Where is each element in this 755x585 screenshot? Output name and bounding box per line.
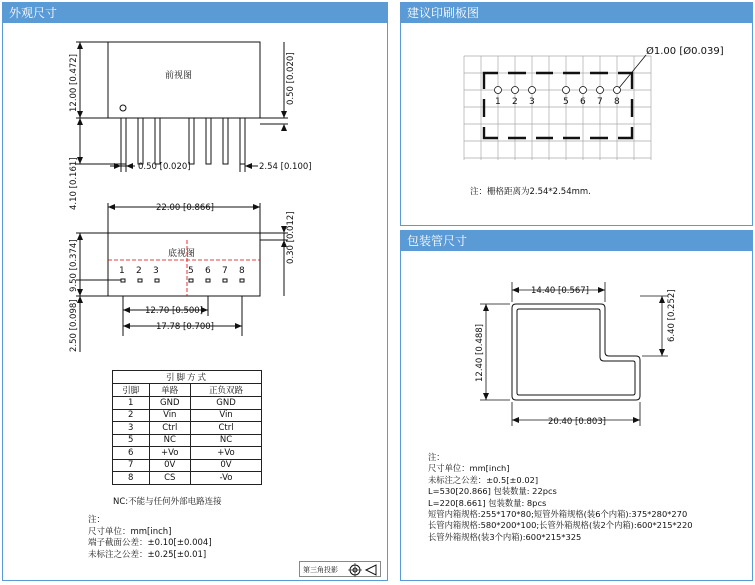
bottom-pin-7: 7 — [222, 266, 228, 276]
pin-cell: -Vo — [191, 472, 262, 485]
note-line: 未标注之公差：±0.5[±0.02] — [428, 474, 539, 485]
tube-bottom-width-dim: 20.40 [0.803] — [548, 417, 607, 427]
pin-table-caption: 引脚方式 — [113, 371, 262, 384]
pin-cell: 0V — [191, 459, 262, 472]
pin-cell: NC — [149, 434, 191, 447]
tube-top-width-dim: 14.40 [0.567] — [531, 286, 590, 296]
note-line: L=530[20.866] 包装数量: 22pcs — [428, 486, 557, 497]
pin-cell: Ctrl — [149, 422, 191, 435]
bottom-pin-1: 1 — [119, 266, 125, 276]
pcb-grid — [464, 56, 651, 160]
pin-cell: 5 — [113, 434, 150, 447]
pin-table-footnote: NC:不能与任何外部电路连接 — [113, 497, 222, 507]
note-line: 端子截面公差：±0.10[±0.004] — [88, 538, 212, 548]
tube-profile — [512, 304, 640, 400]
pin-cell: GND — [149, 397, 191, 410]
bottom-pin-offset-dim: 2.50 [0.098] — [69, 299, 79, 352]
pcb-pin-1: 1 — [495, 97, 501, 107]
pin-cell: Vin — [191, 409, 262, 422]
note-line: 长管内箱规格:580*200*100;长管外箱规格(装2个内箱):600*215*220 — [428, 520, 693, 531]
tube-panel-title: 包装管尺寸 — [401, 231, 752, 251]
pin-cell: 7 — [113, 459, 150, 472]
pin-cell: Ctrl — [191, 422, 262, 435]
bottom-pin-3: 3 — [153, 266, 159, 276]
bottom-pin-8: 8 — [239, 266, 245, 276]
pcb-module-outline — [484, 73, 632, 138]
bottom-pin-5: 5 — [188, 266, 194, 276]
pin-cell: 2 — [113, 409, 150, 422]
pin-table-header: 单路 — [149, 384, 191, 397]
note-line: 未标注之公差：±0.25[±0.01] — [88, 549, 207, 560]
front-height-dim: 12.00 [0.472] — [69, 53, 79, 112]
pin-cell: 3 — [113, 422, 150, 435]
note-line: L=220[8.661] 包装数量: 8pcs — [428, 497, 547, 508]
note-line: 尺寸单位：mm[inch] — [88, 526, 172, 537]
pin-cell: Vin — [149, 409, 191, 422]
pin-cell: GND — [191, 397, 262, 410]
pcb-pin-8: 8 — [614, 97, 620, 107]
pin-cell: 6 — [113, 447, 150, 460]
pcb-pin-3: 3 — [529, 97, 535, 107]
pin-table-header: 正负双路 — [191, 384, 262, 397]
pcb-pin-6: 6 — [580, 97, 586, 107]
bottom-span-17-78-dim: 17.78 [0.700] — [156, 322, 215, 332]
front-pin-width-dim: 0.50 [0.020] — [138, 162, 191, 172]
front-top-offset-dim: 0.50 [0.020] — [286, 52, 296, 105]
pcb-layout-panel-title: 建议印刷板图 — [401, 3, 752, 23]
bottom-height-dim: 9.50 [0.374] — [69, 239, 79, 292]
pin-cell: 1 — [113, 397, 150, 410]
tube-step-height-dim: 6.40 [0.252] — [667, 289, 677, 342]
projection-stamp-label: 第三角投影 — [303, 566, 338, 574]
tube-height-dim: 12.40 [0.488] — [475, 323, 485, 382]
pcb-pin-5: 5 — [563, 97, 569, 107]
bottom-pin-2: 2 — [136, 266, 142, 276]
bottom-width-dim: 22.00 [0.866] — [156, 203, 215, 213]
bottom-offset-dim: 0.30 [0.012] — [286, 211, 296, 264]
hole-diameter-label: Ø1.00 [Ø0.039] — [646, 46, 724, 57]
note-line: 注： — [428, 452, 445, 462]
pin-cell: 0V — [149, 459, 191, 472]
front-pin-length-dim: 4.10 [0.161] — [69, 157, 79, 210]
note-line: 短管内箱规格:255*170*80;短管外箱规格(装6个内箱):375*280*270 — [428, 509, 688, 520]
bottom-pin-6: 6 — [205, 266, 211, 276]
note-line: 长管外箱规格(装3个内箱):600*215*325 — [428, 531, 582, 542]
pin-table-header: 引脚 — [113, 384, 150, 397]
note-line: 注： — [88, 515, 106, 525]
pin-cell: CS — [149, 472, 191, 485]
bottom-view-label: 底视图 — [168, 249, 196, 259]
pcb-pin-7: 7 — [597, 97, 603, 107]
pcb-grid-note: 注：栅格距离为2.54*2.54mm. — [470, 187, 591, 197]
front-view-label: 前视图 — [165, 71, 193, 81]
front-pin-pitch-dim: 2.54 [0.100] — [259, 162, 312, 172]
pin-cell: NC — [191, 434, 262, 447]
pcb-pin-2: 2 — [512, 97, 518, 107]
pin-cell: +Vo — [149, 447, 191, 460]
tube-notes — [428, 452, 693, 543]
bottom-span-12-70-dim: 12.70 [0.500] — [145, 306, 204, 316]
pin-cell: 8 — [113, 472, 150, 485]
pin-cell: +Vo — [191, 447, 262, 460]
dimensions-panel-title: 外观尺寸 — [3, 3, 387, 23]
note-line: 尺寸单位：mm[inch] — [428, 463, 510, 474]
